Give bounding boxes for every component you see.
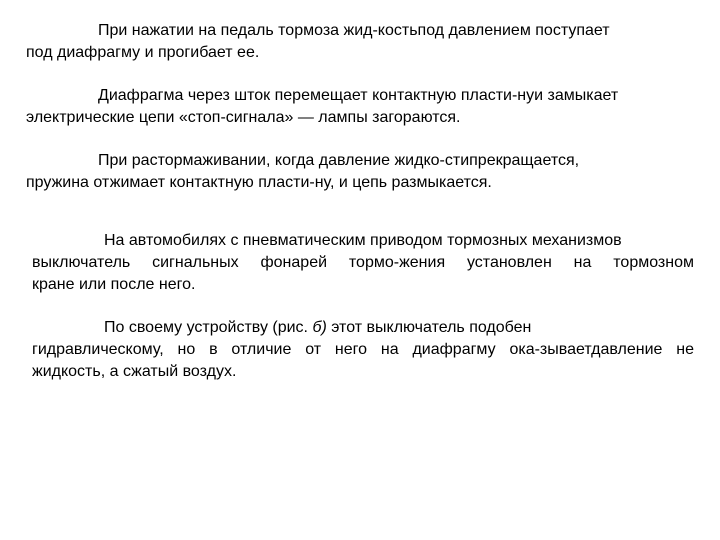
paragraph-5-line-1-end: этот выключатель подобен [331,319,532,336]
paragraph-5-line-1 [32,317,694,339]
paragraph-5-line-1-start: По своему устройству (рис. [104,319,308,336]
paragraph-1-line-1: При нажатии на педаль тормоза жид-костьпод давлением поступает [98,22,610,39]
paragraph-3 [26,150,686,194]
paragraph-4-line-1: На автомобилях с пневматическим приводом тормозных механизмов [104,232,622,249]
paragraph-1 [26,20,686,64]
paragraph-4-line-2: выключатель сигнальных фонарей тормо-жения установлен на тормозном [32,254,694,271]
paragraph-2-line-2: электрические цепи «стоп-сигнала» — лампы загораются. [26,109,461,126]
paragraph-2 [26,85,696,129]
paragraph-5-line-2: гидравлическому, но в отличие от него на диафрагму ока-зываетдавление не [32,341,694,358]
paragraph-1-line-2: под диафрагму и прогибает ее. [26,44,260,61]
paragraph-3-line-1: При растормаживании, когда давление жидко-стипрекращается, [98,152,580,169]
paragraph-3-line-2: пружина отжимает контактную пласти-ну, и цепь размыкается. [26,174,492,191]
paragraph-2-line-1: Диафрагма через шток перемещает контактную пласти-нуи замыкает [98,87,619,104]
figure-reference: б) [312,319,327,336]
paragraph-5-line-3: жидкость, а сжатый воздух. [32,363,237,380]
paragraph-5 [32,317,694,383]
paragraph-4 [32,230,694,296]
paragraph-4-line-3: кране или после него. [32,276,196,293]
